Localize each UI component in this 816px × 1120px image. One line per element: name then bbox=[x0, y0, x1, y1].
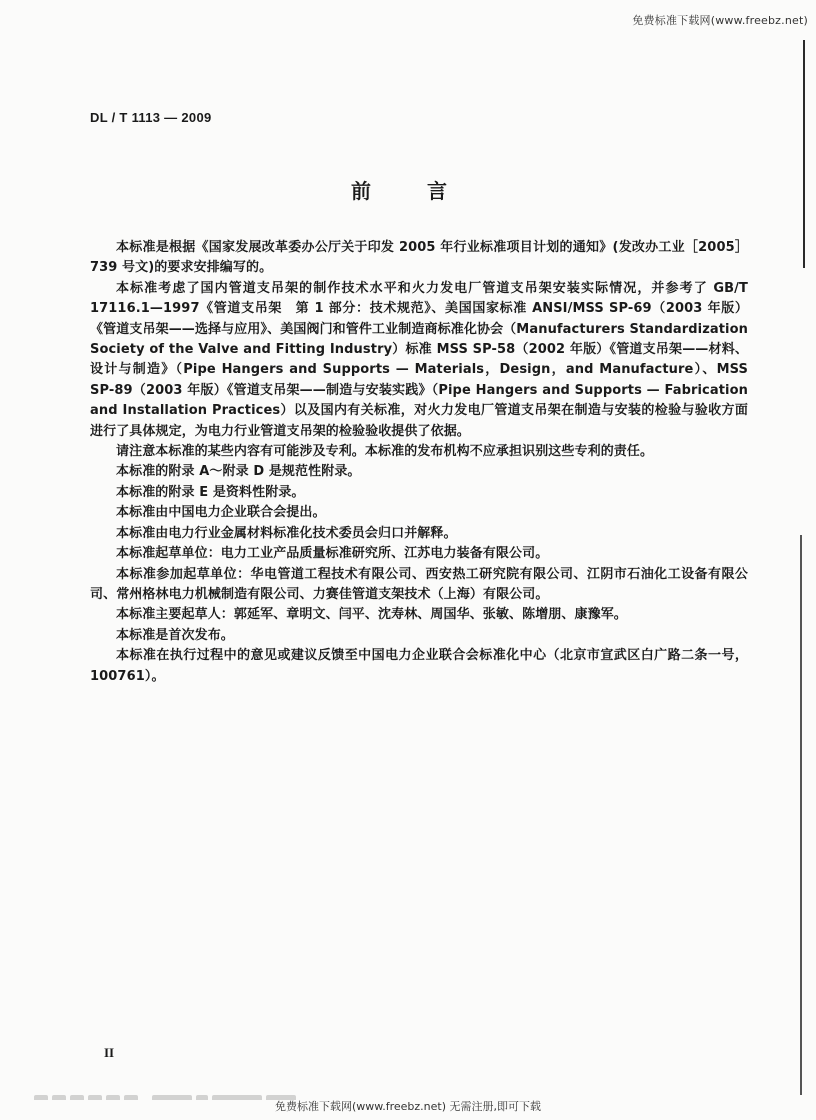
watermark-bottom: 免费标准下载网(www.freebz.net) 无需注册,即可下载 bbox=[274, 1100, 542, 1113]
paragraph: 请注意本标准的某些内容有可能涉及专利。本标准的发布机构不应承担识别这些专利的责任。 bbox=[116, 444, 654, 460]
paragraph: 本标准起草单位：电力工业产品质量标准研究所、江苏电力装备有限公司。 bbox=[116, 546, 549, 562]
paragraph: 本标准在执行过程中的意见或建议反馈至中国电力企业联合会标准化中心（北京市宣武区白广路二条一号，100761）。 bbox=[90, 648, 748, 684]
paragraph: 本标准考虑了国内管道支吊架的制作技术水平和火力发电厂管道支吊架安装实际情况，并参考了 GB/T 17116.1—1997《管道支吊架 第 1 部分：技术规范》、美国国家标准 ANSI/MSS SP-69（2003 年版）《管道支吊架——选择与应用》、美国阀门和管件工业制造商标准化协会（Manufacturers Standardization Society of the Valve and Fitting Industry）标准 MSS SP-58（2002 年版）《管道支吊架——材料、设计与制造》（Pipe Hangers and Supports — Materials，Design，and Manufacture）、MSS SP-89（2003 年版）《管道支吊架——制造与安装实践》（Pipe Hangers and Supports — Fabrication and Installation Practices）以及国内有关标准，对火力发电厂管道支吊架在制造与安装的检验与验收方面进行了具体规定，为电力行业管道支吊架的检验验收提供了依据。 bbox=[90, 280, 748, 439]
paragraph: 本标准参加起草单位：华电管道工程技术有限公司、西安热工研究院有限公司、江阴市石油化工设备有限公司、常州格林电力机械制造有限公司、力赛佳管道支架技术（上海）有限公司。 bbox=[90, 566, 748, 602]
paragraph: 本标准由电力行业金属材料标准化技术委员会归口并解释。 bbox=[116, 525, 457, 541]
scan-edge-line-top bbox=[803, 40, 805, 268]
paragraph: 本标准主要起草人：郭延军、章明文、闫平、沈寿林、周国华、张敏、陈增朋、康豫军。 bbox=[116, 607, 627, 623]
paragraph: 本标准由中国电力企业联合会提出。 bbox=[116, 505, 326, 521]
watermark-top: 免费标准下载网(www.freebz.net) bbox=[632, 14, 808, 27]
paragraph: 本标准的附录 A～附录 D 是规范性附录。 bbox=[116, 464, 361, 480]
page-title: 前 言 bbox=[351, 179, 465, 203]
page-number: II bbox=[104, 1045, 115, 1060]
paragraph: 本标准是根据《国家发展改革委办公厅关于印发 2005 年行业标准项目计划的通知》(发改办工业［2005］739 号文)的要求安排编写的。 bbox=[90, 240, 748, 276]
scan-edge-line-bottom bbox=[800, 535, 802, 1095]
document-code: DL / T 1113 — 2009 bbox=[90, 110, 212, 125]
paragraph: 本标准是首次发布。 bbox=[116, 627, 234, 643]
foreword-body bbox=[90, 238, 748, 687]
paragraph: 本标准的附录 E 是资料性附录。 bbox=[116, 484, 305, 500]
